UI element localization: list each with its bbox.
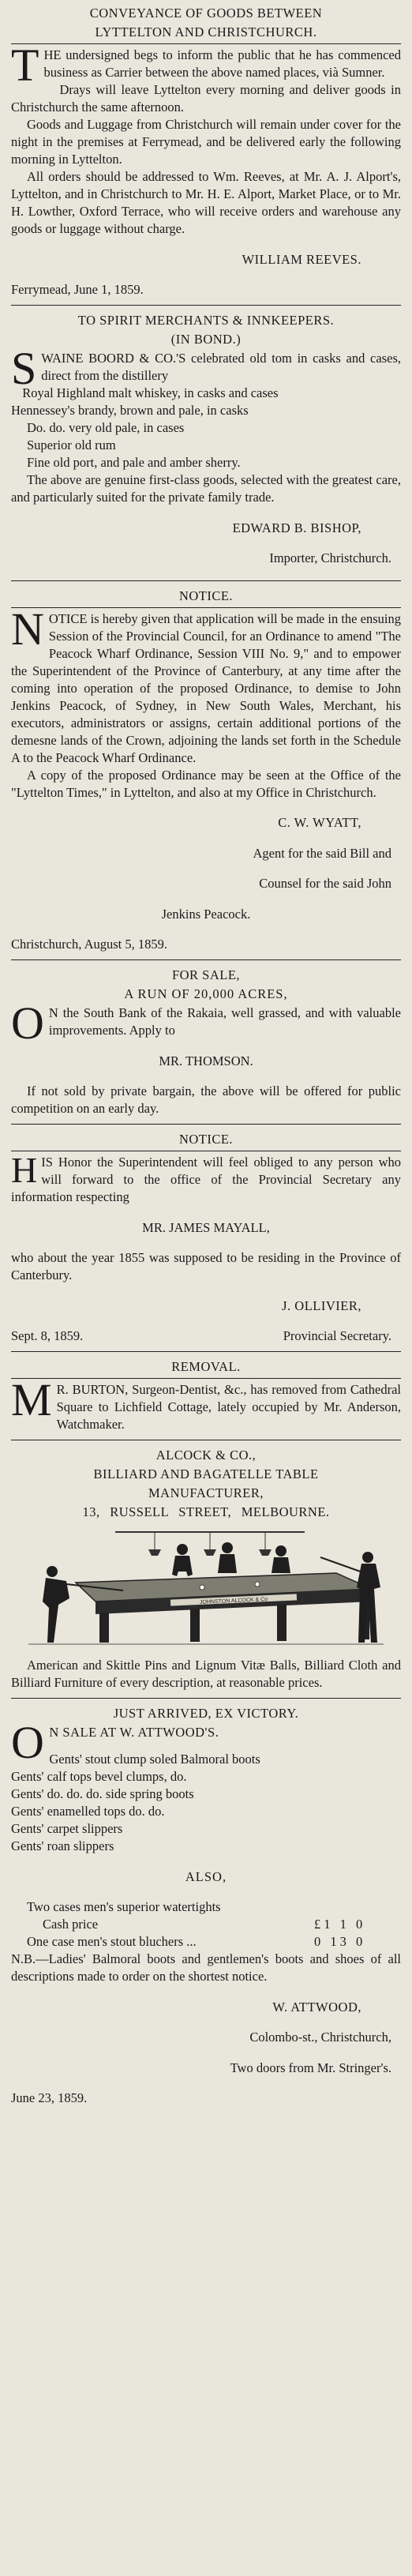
divider <box>11 1378 401 1379</box>
ad-heading: NOTICE. <box>178 588 234 603</box>
billiard-table-illustration <box>21 1526 391 1652</box>
ad-text: American and Skittle Pins and Lignum Vitæ Balls, Billiard Cloth and Billiard Furniture of every description, at reasonable prices. <box>11 1658 401 1690</box>
ad-subheading: BILLIARD AND BAGATELLE TABLE <box>93 1466 319 1481</box>
ad-dateline: Christchurch, August 5, 1859. <box>11 937 167 952</box>
ad-text: R. BURTON, Surgeon-Dentist, &c., has removed from Cathedral Square to Lichfield Cottage, lately occupied by Mr. Anderson, Watchmaker. <box>56 1382 401 1432</box>
ad-signature-title: Importer, Christchurch. <box>269 550 391 565</box>
ad-signature: EDWARD B. BISHOP, <box>232 520 361 535</box>
ad-signature: C. W. WYATT, <box>278 815 361 830</box>
list-item: Gents' carpet slippers <box>11 1821 123 1836</box>
list-item: Gents' calf tops bevel clumps, do. <box>11 1769 187 1784</box>
ad-text: All orders should be addressed to Wm. Reeves, at Mr. A. J. Alport's, Lyttelton, and in Christchurch to Mr. H. E. Alport, Market Place, or to Mr. H. Lowther, Oxford Terrace, who will receive orders and warehouse any goods or luggage without charge. <box>11 169 401 236</box>
ad-text: The above are genuine first-class goods, selected with the greatest care, and particularly suited for the private family trade. <box>11 472 401 505</box>
ad-heading: JUST ARRIVED, EX VICTORY. <box>113 1706 299 1721</box>
ad-signature-line: Counsel for the said John <box>259 876 391 891</box>
ad-signature: WILLIAM REEVES. <box>242 251 361 267</box>
ad-text: Do. do. very old pale, in cases <box>27 420 185 435</box>
ad-heading: NOTICE. <box>178 1132 234 1147</box>
ad-text: A copy of the proposed Ordinance may be seen at the Office of the "Lyttelton Times," in Lyttelton, and also at my Office in Christchurch. <box>11 767 401 800</box>
list-item: Gents' roan slippers <box>11 1838 114 1853</box>
ad-text: OTICE is hereby given that application will be made in the ensuing Session of the Provincial Council, for an Ordinance to amend "The Peacock Wharf Ordinance, Session VIII No. 9," and to empower the Superintendent of the Province of Canterbury, at any time after the coming into operation of the proposed Ordinance, to demise to John Jenkins Peacock, of Sydney, in New South Wales, Merchant, his executors, administrators or assigns, certain additional portions of the demesne lands of the Crown, adjoining the lands set forth in the Schedule A to the Peacock Wharf Ordinance. <box>11 610 401 765</box>
ad-text: Drays will leave Lyttelton every morning and deliver goods in Christchurch the same afternoon. <box>11 82 401 115</box>
price-row <box>11 1933 401 1951</box>
ad-signature-title: Provincial Secretary. <box>283 1328 391 1343</box>
ad-text: Superior old rum <box>27 437 116 452</box>
ad-text: who about the year 1855 was supposed to be residing in the Province of Canterbury. <box>11 1250 401 1282</box>
list-item: Gents' enamelled tops do. do. <box>11 1804 165 1819</box>
ad-heading: CONVEYANCE OF GOODS BETWEEN <box>89 6 323 21</box>
ad-dateline: Sept. 8, 1859. <box>11 1328 84 1343</box>
price-label: Cash price <box>43 1917 99 1932</box>
ad-conveyance <box>11 5 401 299</box>
ad-subheading: LYTTELTON AND CHRISTCHURCH. <box>95 24 317 39</box>
divider <box>11 1351 401 1352</box>
ad-text: If not sold by private bargain, the above will be offered for public competition on an early day. <box>11 1083 401 1116</box>
newspaper-column <box>11 3 401 2107</box>
ad-text: Fine old port, and pale and amber sherry. <box>27 455 241 470</box>
ad-signature-line: Two doors from Mr. Stringer's. <box>230 2060 391 2075</box>
ad-alcock <box>11 1447 401 1692</box>
drop-cap: N <box>11 603 44 655</box>
ad-notice-mayall <box>11 1131 401 1345</box>
drop-cap: O <box>11 1717 45 1768</box>
ad-text: Royal Highland malt whiskey, in casks and cases <box>22 385 279 400</box>
ad-heading: REMOVAL. <box>171 1359 241 1374</box>
ad-subheading: (IN BOND.) <box>170 332 242 347</box>
ad-text: N.B.—Ladies' Balmoral boots and gentlemen's boots and shoes of all descriptions made to order on the shortest notice. <box>11 1951 401 1984</box>
ad-text: Hennessey's brandy, brown and pale, in casks <box>11 403 249 418</box>
divider <box>11 43 401 44</box>
ad-attwood <box>11 1705 401 2107</box>
ad-subheading: A RUN OF 20,000 ACRES, <box>124 986 288 1001</box>
ad-subheading: MANUFACTURER, <box>148 1485 264 1500</box>
ad-text: N the South Bank of the Rakaia, well grassed, and with valuable improvements. Apply to <box>48 1005 401 1038</box>
ad-name: MR. JAMES MAYALL, <box>142 1219 270 1235</box>
ad-spirit-merchants <box>11 312 401 567</box>
ad-signature-line: Jenkins Peacock. <box>161 906 251 922</box>
ad-heading: FOR SALE, <box>171 967 241 982</box>
price-row <box>11 1916 401 1933</box>
price-amount: 0 13 0 <box>314 1934 366 1949</box>
divider <box>11 607 401 608</box>
ad-address: 13, RUSSELL STREET, MELBOURNE. <box>82 1504 330 1519</box>
ad-also: ALSO, <box>185 1868 227 1884</box>
ad-signature: J. OLLIVIER, <box>282 1297 361 1313</box>
list-item: Gents' stout clump soled Balmoral boots <box>49 1752 260 1767</box>
ad-removal <box>11 1358 401 1433</box>
divider <box>11 580 401 581</box>
ad-heading: TO SPIRIT MERCHANTS & INNKEEPERS. <box>77 313 335 328</box>
ad-text: Goods and Luggage from Christchurch will remain under cover for the night in the premises at Ferrymead, and be delivered early the following morning in Lyttelton. <box>11 117 401 167</box>
divider <box>11 305 401 306</box>
price-amount: £1 1 0 <box>314 1917 366 1932</box>
list-item: Gents' do. do. do. side spring boots <box>11 1786 194 1801</box>
divider <box>11 1698 401 1699</box>
ad-dateline: June 23, 1859. <box>11 2090 88 2105</box>
ad-notice-peacock <box>11 588 401 954</box>
ad-text: HE undersigned begs to inform the public that he has commenced business as Carrier between the above named places, vià Sumner. <box>43 47 401 80</box>
ad-text: WAINE BOORD & CO.'S celebrated old tom in casks and cases, direct from the distillery <box>41 351 401 383</box>
drop-cap: S <box>11 343 37 394</box>
ad-dateline: Ferrymead, June 1, 1859. <box>11 282 144 297</box>
drop-cap: M <box>11 1374 52 1425</box>
divider <box>11 959 401 960</box>
ad-signature-line: Colombo-st., Christchurch, <box>249 2030 391 2045</box>
list-item: Two cases men's superior watertights <box>27 1899 221 1914</box>
divider <box>11 1124 401 1125</box>
drop-cap: O <box>11 997 44 1049</box>
ad-heading: ALCOCK & CO., <box>155 1448 257 1463</box>
ad-signature-line: Agent for the said Bill and <box>253 845 391 861</box>
drop-cap: H <box>11 1150 38 1190</box>
table-brand-text: JOHNSTON ALCOCK & Co <box>199 1597 268 1605</box>
ad-text: IS Honor the Superintendent will feel obliged to any person who will forward to the office of the Provincial Secretary any information respecting <box>11 1155 401 1204</box>
drop-cap: T <box>11 39 39 91</box>
ad-text: N SALE AT W. ATTWOOD'S. <box>49 1725 219 1740</box>
ad-for-sale <box>11 967 401 1117</box>
price-label: One case men's stout bluchers ... <box>27 1934 197 1949</box>
ad-signature: W. ATTWOOD, <box>272 1999 361 2015</box>
ad-contact: MR. THOMSON. <box>159 1053 253 1068</box>
